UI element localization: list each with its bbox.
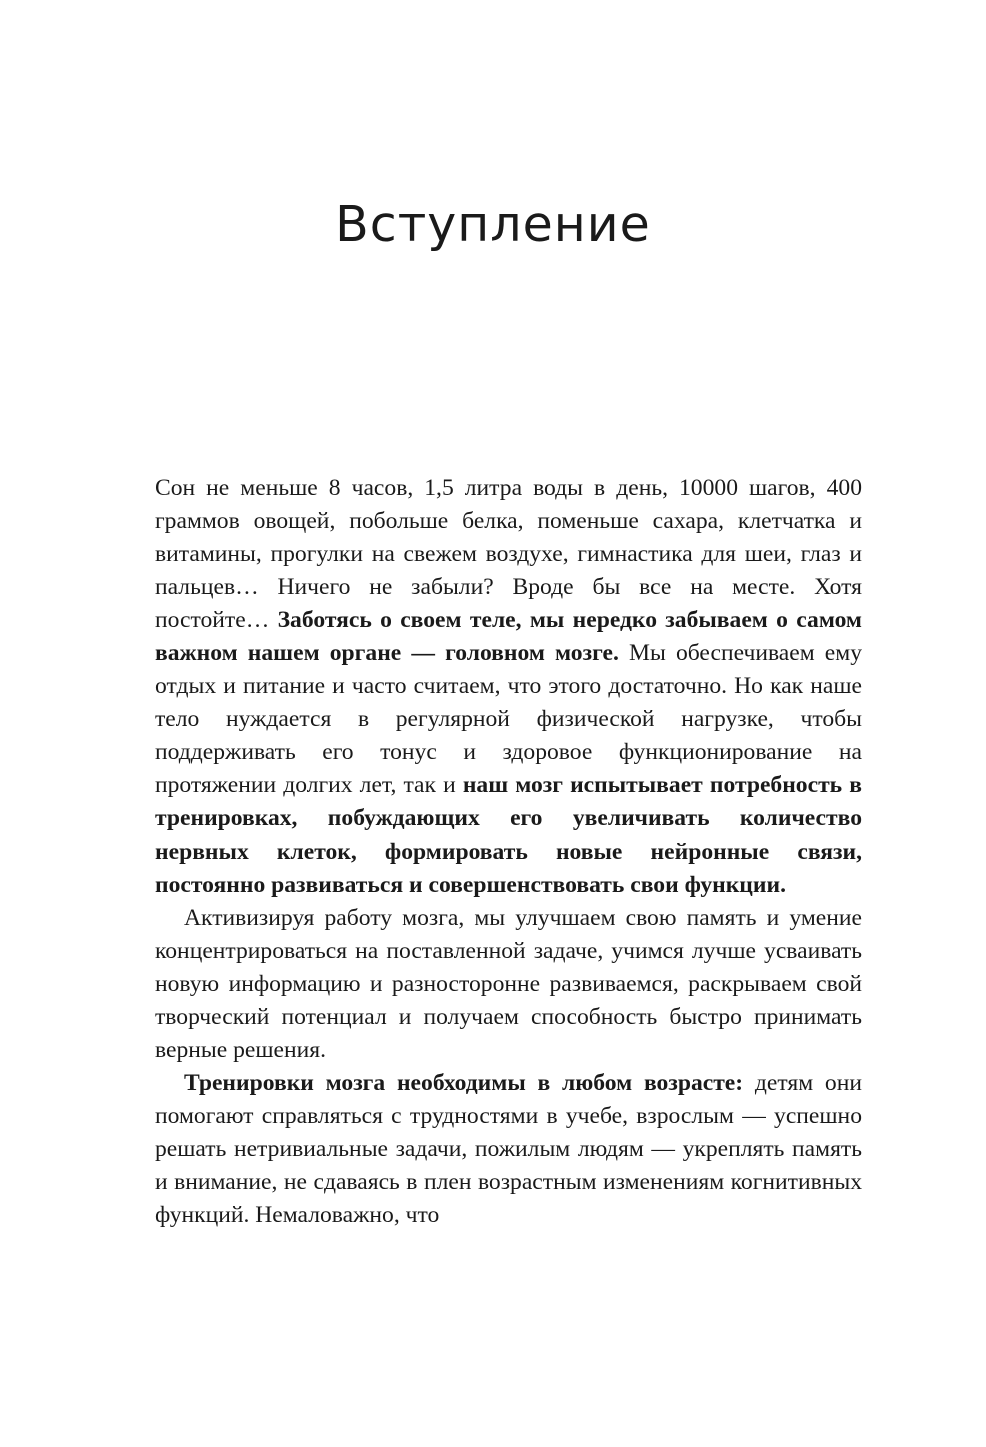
paragraph-1-text-a: Сон не меньше 8 часов, 1,5 литра воды в день, 10000 шагов, 400 граммов овощей, побольше белка, поменьше сахара, клетчатка и витамины, прогулки на свежем воздухе, гимнастика для шеи, глаз и пальцев… Ничего не забыли? Вроде бы все на месте. Хотя постойте… [155, 475, 862, 634]
paragraph-1 [155, 472, 862, 902]
body-text [155, 472, 862, 1232]
paragraph-1-text-b: Мы обеспечиваем ему отдых и питание и часто считаем, что этого достаточно. Но как наше тело нуждается в регулярной физической нагрузке, чтобы поддерживать его тонус и здоровое функционирование на протяжении долгих лет, так и [155, 640, 862, 799]
paragraph-1-bold-a: Заботясь о своем теле, мы нередко забываем о самом важном нашем органе — головном мозге. [155, 607, 862, 667]
chapter-title: Вступление [335, 196, 651, 253]
paragraph-1-bold-b: наш мозг испытывает потребность в тренировках, побуждающих его увеличивать количество нервных клеток, формировать новые нейронные связи, постоянно развиваться и совершенствовать свои функции. [155, 772, 862, 898]
paragraph-3 [155, 1067, 862, 1232]
paragraph-3-bold: Тренировки мозга необходимы в любом возрасте: [184, 1069, 744, 1096]
paragraph-2 [155, 902, 862, 1067]
paragraph-2-text: Активизируя работу мозга, мы улучшаем свою память и умение концентрироваться на поставленной задаче, учимся лучше усваивать новую информацию и разносторонне развиваемся, раскрываем свой творческий потенциал и получаем способность быстро принимать верные решения. [155, 904, 862, 1063]
paragraph-3-text: детям они помогают справляться с трудностями в учебе, взрослым — успешно решать нетривиальные задачи, пожилым людям — укреплять память и внимание, не сдаваясь в плен возрастным изменениям когнитивных функций. Немаловажно, что [155, 1069, 862, 1229]
